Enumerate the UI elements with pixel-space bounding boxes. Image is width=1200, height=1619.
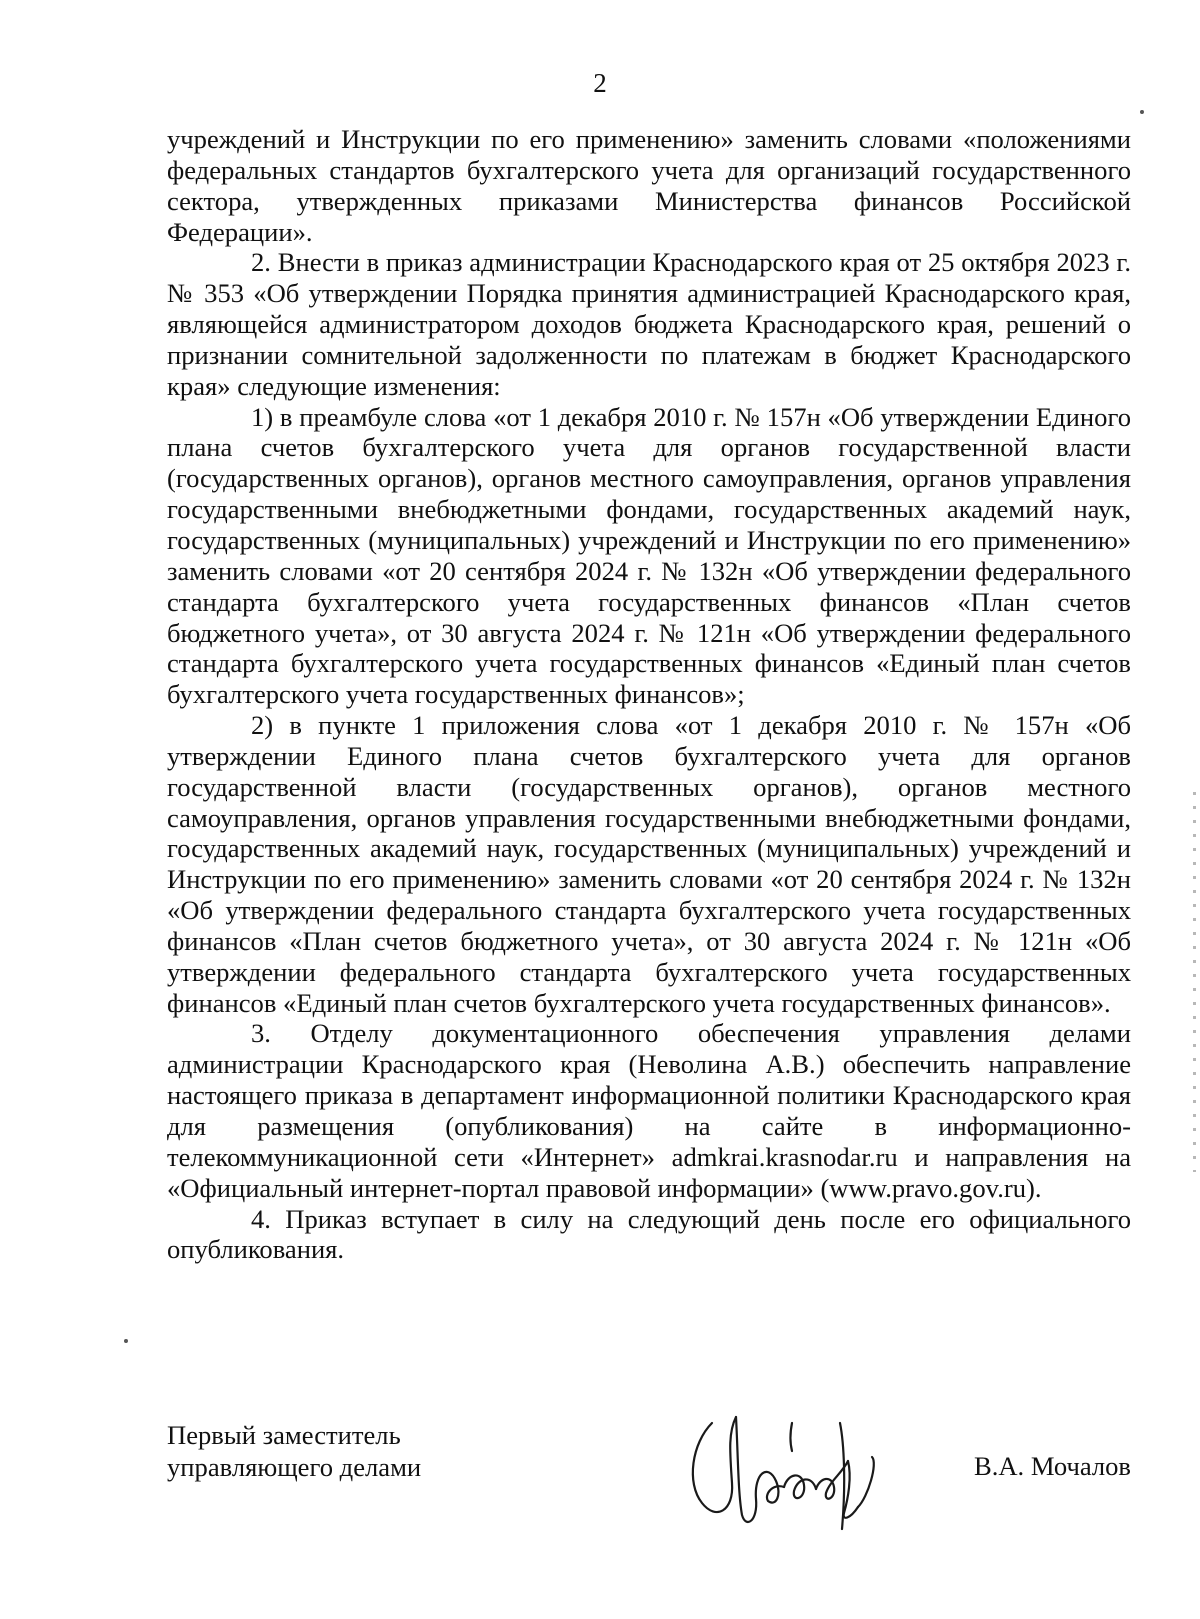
paragraph-item-2-1: 1) в преамбуле слова «от 1 декабря 2010 г. № 157н «Об утверждении Единого плана счетов бухгалтерского учета для органов государственной власти (государственных органов), органов местного самоуправления, органов управления государственными внебюджетными фондами, государственных академий наук, государственных (муниципальных) учреждений и Инструкции по его применению» заменить словами «от 20 сентября 2024 г. № 132н «Об утверждении федерального стандарта бухгалтерского учета государственных финансов «План счетов бюджетного учета», от 30 августа 2024 г. № 121н «Об утверждении федерального стандарта бухгалтерского учета государственных финансов «Единый план счетов бухгалтерского учета государственных финансов»; [167,401,1131,710]
signatory-title-line-2: управляющего делами [167,1452,422,1482]
paragraph-item-2-2: 2) в пункте 1 приложения слова «от 1 декабря 2010 г. № 157н «Об утверждении Единого плана счетов бухгалтерского учета для органов государственной власти (государственных органов), органов местного самоуправления, органов управления государственными внебюджетными фондами, государственных академий наук, государственных (муниципальных) учреждений и Инструкции по его применению» заменить словами «от 20 сентября 2024 г. № 132н «Об утверждении федерального стандарта бухгалтерского учета государственных финансов «План счетов бюджетного учета», от 30 августа 2024 г. № 121н «Об утверждении федерального стандарта бухгалтерского учета государственных финансов «Единый план счетов бухгалтерского учета государственных финансов». [167,710,1131,1018]
page-number: 2 [593,68,607,98]
paragraph-item-2: 2. Внести в приказ администрации Краснодарского края от 25 октября 2023 г. № 353 «Об утверждении Порядка принятия администрацией Краснодарского края, являющейся администратором доходов бюджета Краснодарского края, решений о признании сомнительной задолженности по платежам в бюджет Краснодарского края» следующие изменения: [167,247,1131,401]
signatory-title [167,1419,421,1483]
document-body [167,124,1131,1265]
signatory-title-line-1: Первый заместитель [167,1420,401,1450]
signature-block [167,1419,1131,1539]
paragraph-item-4: 4. Приказ вступает в силу на следующий день после его официального опубликования. [167,1203,1131,1265]
handwritten-signature [672,1403,902,1535]
scan-dot-artifact [1140,110,1144,114]
paragraph-continuation: учреждений и Инструкции по его применению» заменить словами «положениями федеральных стандартов бухгалтерского учета для организаций государственного сектора, утвержденных приказами Министерства финансов Российской Федерации». [167,124,1131,247]
scan-edge-artifact [1193,792,1196,1172]
paragraph-item-3: 3. Отделу документационного обеспечения управления делами администрации Краснодарского края (Неволина А.В.) обеспечить направление настоящего приказа в департамент информационной политики Краснодарского края для размещения (опубликования) на сайте в информационно-телекоммуникационной сети «Интернет» admkrai.krasnodar.ru и направления на «Официальный интернет-портал правовой информации» (www.pravo.gov.ru). [167,1018,1131,1203]
signatory-name: В.А. Мочалов [973,1451,1131,1481]
scan-dot-artifact [124,1339,128,1343]
